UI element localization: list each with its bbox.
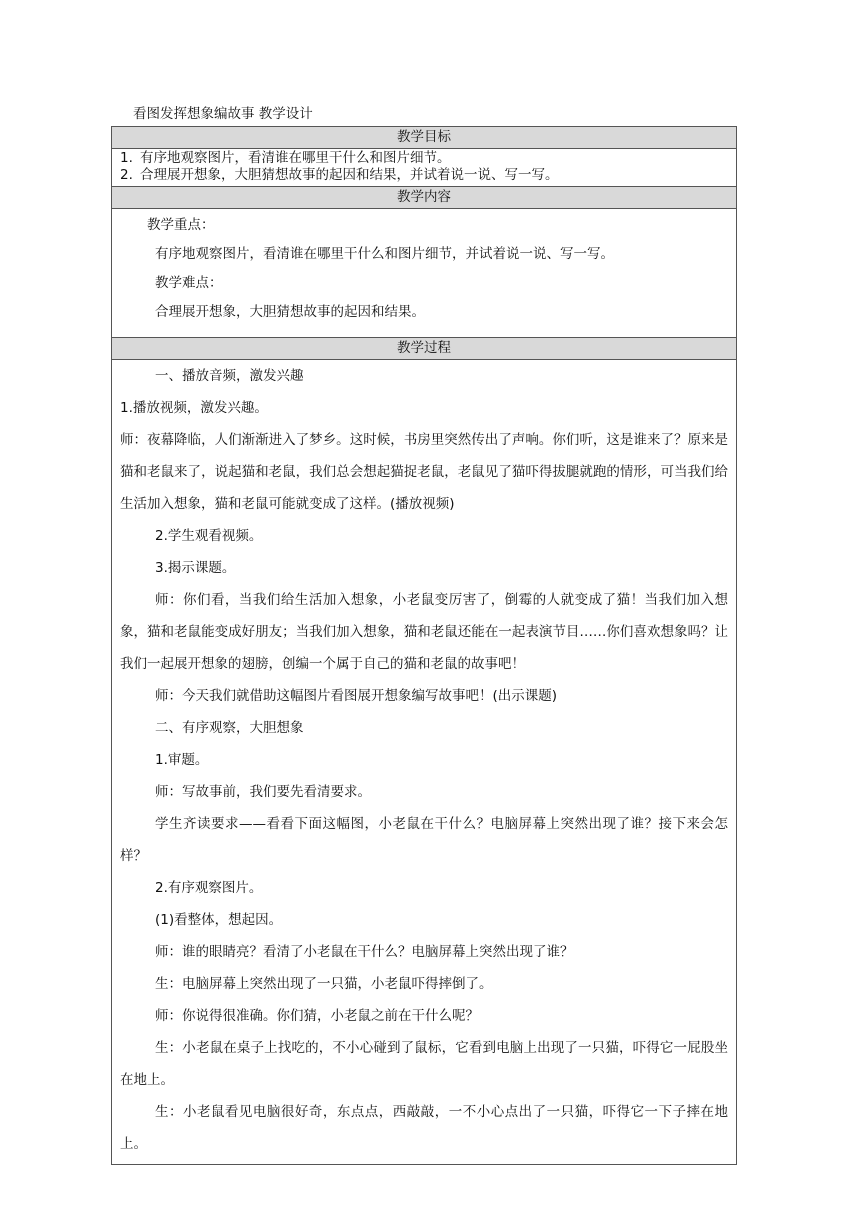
key-point-label: 教学重点：	[147, 217, 215, 233]
goals-cell	[112, 149, 737, 187]
process-step: (1)看整体，想起因。	[155, 912, 283, 928]
process-cell	[112, 360, 737, 1165]
goal-item	[120, 150, 728, 167]
process-step: 1.播放视频，激发兴趣。	[120, 400, 268, 416]
process-header: 教学过程	[112, 338, 737, 360]
goal-number: 1.	[120, 150, 133, 166]
lesson-plan-table	[111, 126, 737, 1165]
process-heading: 二、有序观察，大胆想象	[155, 720, 304, 736]
process-step: 3.揭示课题。	[155, 560, 236, 576]
process-paragraph: 生：小老鼠在桌子上找吃的，不小心碰到了鼠标，它看到电脑上出现了一只猫，吓得它一屁股坐在地上。	[120, 1040, 728, 1088]
goal-number: 2.	[120, 167, 133, 183]
process-paragraph: 师：今天我们就借助这幅图片看图展开想象编写故事吧！(出示课题)	[155, 688, 558, 704]
content-cell	[112, 209, 737, 338]
process-paragraph: 生：电脑屏幕上突然出现了一只猫，小老鼠吓得摔倒了。	[155, 976, 493, 992]
goals-header: 教学目标	[112, 127, 737, 149]
goal-text: 有序地观察图片，看清谁在哪里干什么和图片细节。	[140, 150, 451, 166]
process-heading: 一、播放音频，激发兴趣	[155, 368, 304, 384]
difficulty-text: 合理展开想象，大胆猜想故事的起因和结果。	[155, 304, 425, 320]
process-paragraph: 师：你说得很准确。你们猜，小老鼠之前在干什么呢？	[155, 1008, 479, 1024]
content-header: 教学内容	[112, 187, 737, 209]
goal-text: 合理展开想象，大胆猜想故事的起因和结果，并试着说一说、写一写。	[140, 167, 559, 183]
process-paragraph: 师：夜幕降临，人们渐渐进入了梦乡。这时候，书房里突然传出了声响。你们听，这是谁来了？原来是猫和老鼠来了，说起猫和老鼠，我们总会想起猫捉老鼠，老鼠见了猫吓得拔腿就跑的情形，可当我们给生活加入想象，猫和老鼠可能就变成了这样。(播放视频)	[120, 432, 728, 512]
process-paragraph: 师：写故事前，我们要先看清要求。	[155, 784, 371, 800]
process-paragraph: 师：谁的眼睛亮？看清了小老鼠在干什么？电脑屏幕上突然出现了谁？	[155, 944, 574, 960]
process-paragraph: 生：小老鼠看见电脑很好奇，东点点，西敲敲，一不小心点出了一只猫，吓得它一下子摔在地上。	[120, 1104, 728, 1152]
goal-item	[120, 167, 728, 184]
process-paragraph: 师：你们看，当我们给生活加入想象，小老鼠变厉害了，倒霉的人就变成了猫！当我们加入想象，猫和老鼠能变成好朋友；当我们加入想象，猫和老鼠还能在一起表演节目……你们喜欢想象吗？让我们一起展开想象的翅膀，创编一个属于自己的猫和老鼠的故事吧！	[120, 592, 728, 672]
difficulty-label: 教学难点：	[155, 275, 223, 291]
process-paragraph: 学生齐读要求——看看下面这幅图，小老鼠在干什么？电脑屏幕上突然出现了谁？接下来会怎样？	[120, 816, 728, 864]
process-step: 1.审题。	[155, 752, 209, 768]
document-title: 看图发挥想象编故事 教学设计	[133, 106, 313, 122]
process-step: 2.有序观察图片。	[155, 880, 263, 896]
process-step: 2.学生观看视频。	[155, 528, 263, 544]
key-point-text: 有序地观察图片，看清谁在哪里干什么和图片细节，并试着说一说、写一写。	[155, 246, 614, 262]
